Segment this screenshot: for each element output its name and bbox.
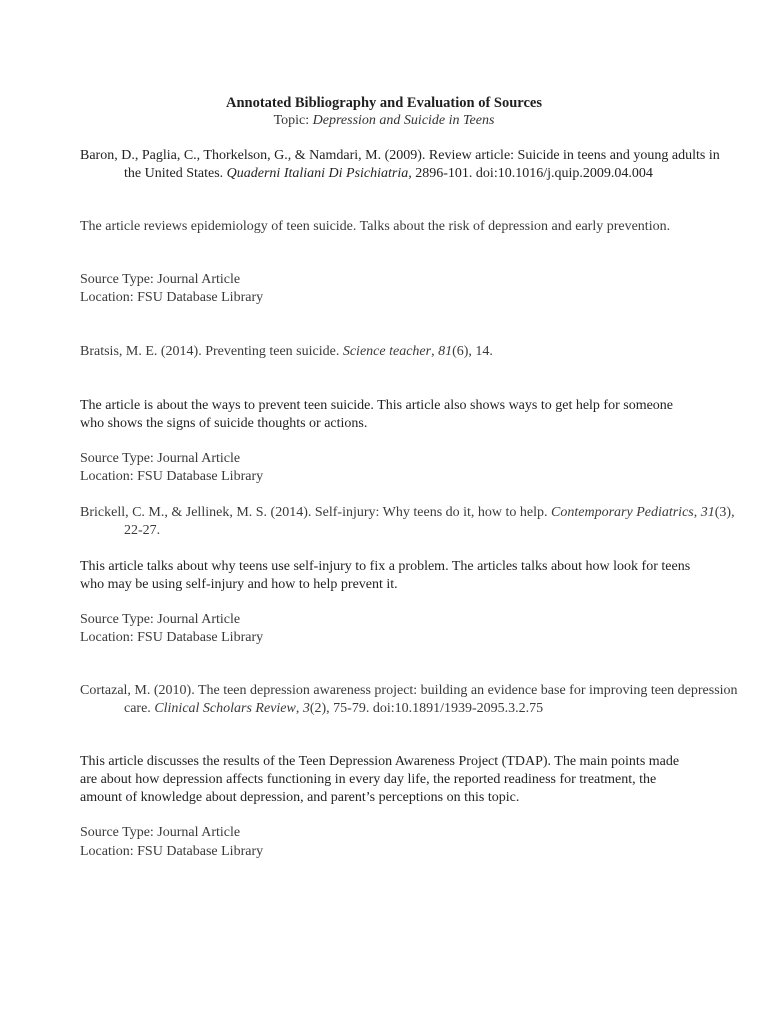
citation-volume: 81 [438,344,453,359]
citation-pages: (6), 14. [452,344,493,359]
citation-pages: (3), 22-27. [124,505,735,538]
summary-bratsis: The article is about the ways to prevent teen suicide. This article also shows ways to get help for someone who shows the signs of suicide thoughts or actions. [80,398,674,431]
location-cortazal: Location: FSU Database Library [80,844,264,859]
citation-pages: (2), 75-79. doi:10.1891/1939-2095.3.2.75 [309,701,544,716]
summary-cortazal: This article discusses the results of the Teen Depression Awareness Project (TDAP). The main points made are about how depression affects functioning in every day life, the reported readiness for treatment, the amount of knowledge about depression, and parent’s perceptions on this topic. [80,754,680,805]
location-baron: Location: FSU Database Library [80,290,264,305]
citation-bratsis [80,343,739,361]
location-bratsis: Location: FSU Database Library [80,469,264,484]
source-type-baron: Source Type: Journal Article [80,272,241,287]
citation-brickell [80,504,739,540]
citation-separator: , [431,344,439,359]
summary-baron: The article reviews epidemiology of teen suicide. Talks about the risk of depression and early prevention. [80,219,671,234]
document-topic [0,112,768,130]
citation-text: Baron, D., Paglia, C., Thorkelson, G., & Namdari, M. (2009). Review article: Suicide in teens and young adults in the United States. [80,148,720,181]
citation-journal: Quaderni Italiani Di Psichiatria, [226,166,412,181]
source-type-brickell: Source Type: Journal Article [80,612,241,627]
citation-cortazal [80,682,739,718]
citation-separator: , [295,701,303,716]
topic-value: Depression and Suicide in Teens [312,113,495,128]
citation-journal: Science teacher [342,344,432,359]
summary-brickell: This article talks about why teens use self-injury to fix a problem. The articles talks about how look for teens who may be using self-injury and how to help prevent it. [80,559,691,592]
citation-pages: 2896-101. doi:10.1016/j.quip.2009.04.004 [411,166,653,181]
citation-journal: Clinical Scholars Review [154,701,296,716]
citation-separator: , [693,505,701,520]
citation-volume: 31 [700,505,715,520]
topic-label: Topic: [273,113,313,128]
source-type-bratsis: Source Type: Journal Article [80,451,241,466]
citation-text: Brickell, C. M., & Jellinek, M. S. (2014). Self-injury: Why teens do it, how to help. [80,505,552,520]
source-type-cortazal: Source Type: Journal Article [80,825,241,840]
citation-journal: Contemporary Pediatrics [551,505,694,520]
citation-baron [80,147,739,183]
document-title: Annotated Bibliography and Evaluation of Sources [226,95,542,111]
citation-text: Bratsis, M. E. (2014). Preventing teen suicide. [80,344,343,359]
location-brickell: Location: FSU Database Library [80,630,264,645]
citation-volume: 3 [302,701,310,716]
citation-text: Cortazal, M. (2010). The teen depression awareness project: building an evidence base for improving teen depression care. [80,683,738,716]
